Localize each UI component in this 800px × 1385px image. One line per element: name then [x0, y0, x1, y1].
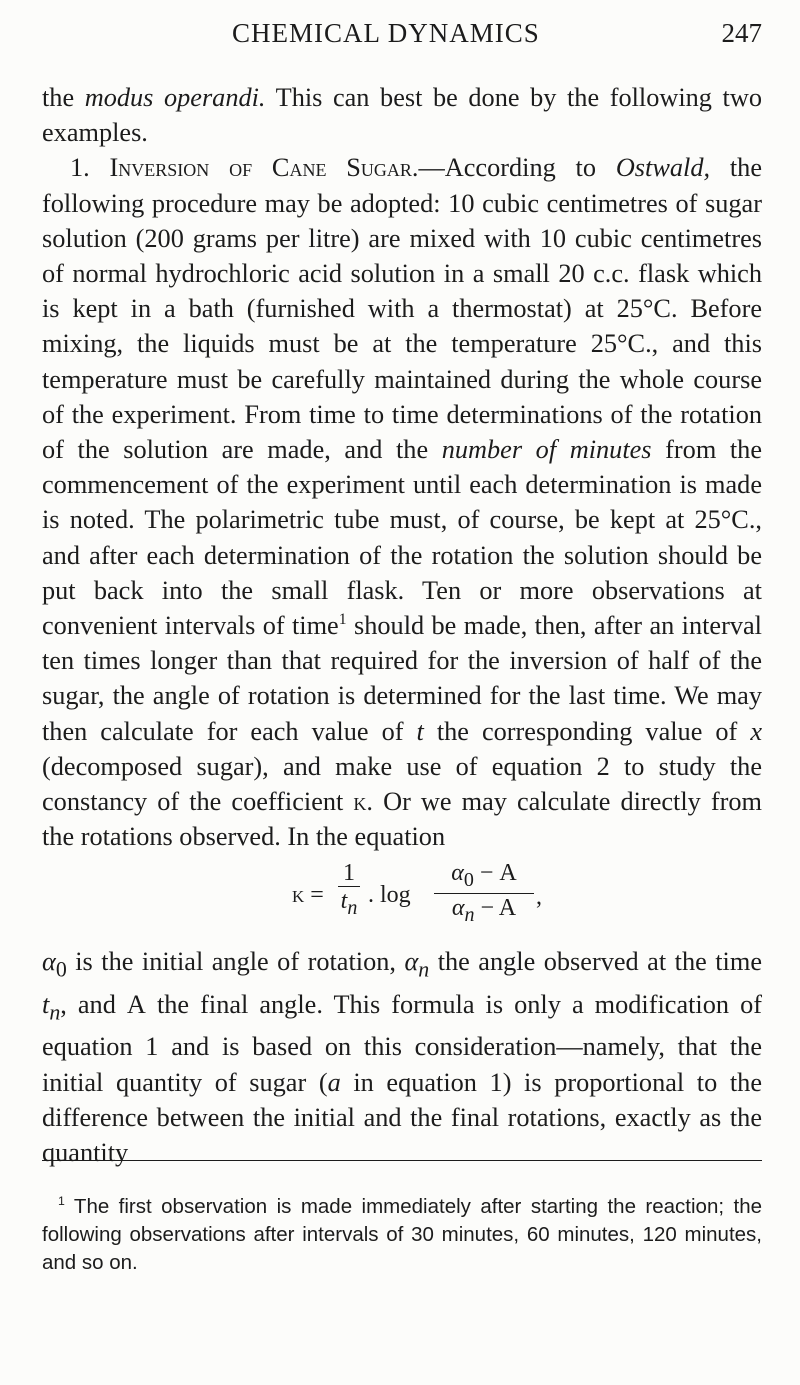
- footnote-divider: [42, 1160, 762, 1161]
- main-text: [42, 80, 762, 1170]
- log-operator: . log: [368, 882, 411, 909]
- paragraph-inversion: 1. Inversion of Cane Sugar.—According to Ostwald, the following procedure may be adopted: 10 cubic centimetres of sugar solution (200 grams per litre) are mixed with 10 cubic centimetres of normal hydrochloric acid solution in a small 20 c.c. flask which is kept in a bath (furnished with a thermostat) at 25°C. Before mixing, the liquids must be at the temperature 25°C., and this temperature must be carefully maintained during the whole course of the experiment. From time to time determinations of the rotation of the solution are made, and the number of minutes from the commencement of the experiment until each determination is made is noted. The polarimetric tube must, of course, be kept at 25°C., and after each determination of the rotation the solution should be put back into the small flask. Ten or more observations at convenient intervals of time$^1$ should be made, then, after an interval ten times longer than that required for the inversion of half of the sugar, the angle of rotation is determined for the last time. We may then calculate for each value of t the corresponding value of x (decomposed sugar), and make use of equation 2 to study the constancy of the coefficient k. Or we may calculate directly from the rotations observed. In the equation: [42, 153, 762, 852]
- page-header: [42, 18, 762, 58]
- fraction-one-over-tn: $\frac{1}{t_n}$: [338, 860, 360, 922]
- paragraph-explanation: $\alpha_0$ is the initial angle of rotation, $\alpha_n$ the angle observed at the time $t_n$, and A the final angle. This formula is only a modification of equation 1 and is based on this consideration—namely, that the initial quantity of sugar (a in equation 1) is proportional to the difference between the initial and the final rotations, exactly as the quantity: [42, 947, 762, 1167]
- footnote-marker: 1: [58, 1193, 65, 1208]
- equation-k: k = $\frac{1}{t_n}$ . log $\frac{\alpha_0 - A}{\alpha_n - A}$ ,: [42, 856, 762, 940]
- footnote-text: The first observation is made immediately after starting the reaction; the following observations after intervals of 30 minutes, 60 minutes, 120 minutes, and so on.: [42, 1194, 762, 1274]
- section-heading: Inversion of Cane Sugar.: [109, 153, 419, 183]
- page-number: 247: [721, 18, 762, 48]
- fraction-rotation-ratio: $\frac{\alpha_0 - A}{\alpha_n - A}$: [434, 860, 534, 929]
- author-name: Ostwald,: [615, 153, 711, 183]
- paragraph-intro: the modus operandi. This can best be done by the following two examples.: [42, 83, 762, 148]
- footnote: [42, 1193, 762, 1277]
- footnote-reference[interactable]: 1: [338, 611, 347, 629]
- italic-phrase: modus operandi.: [84, 83, 266, 112]
- running-head: CHEMICAL DYNAMICS: [232, 18, 540, 48]
- equation-lhs: k =: [292, 882, 324, 909]
